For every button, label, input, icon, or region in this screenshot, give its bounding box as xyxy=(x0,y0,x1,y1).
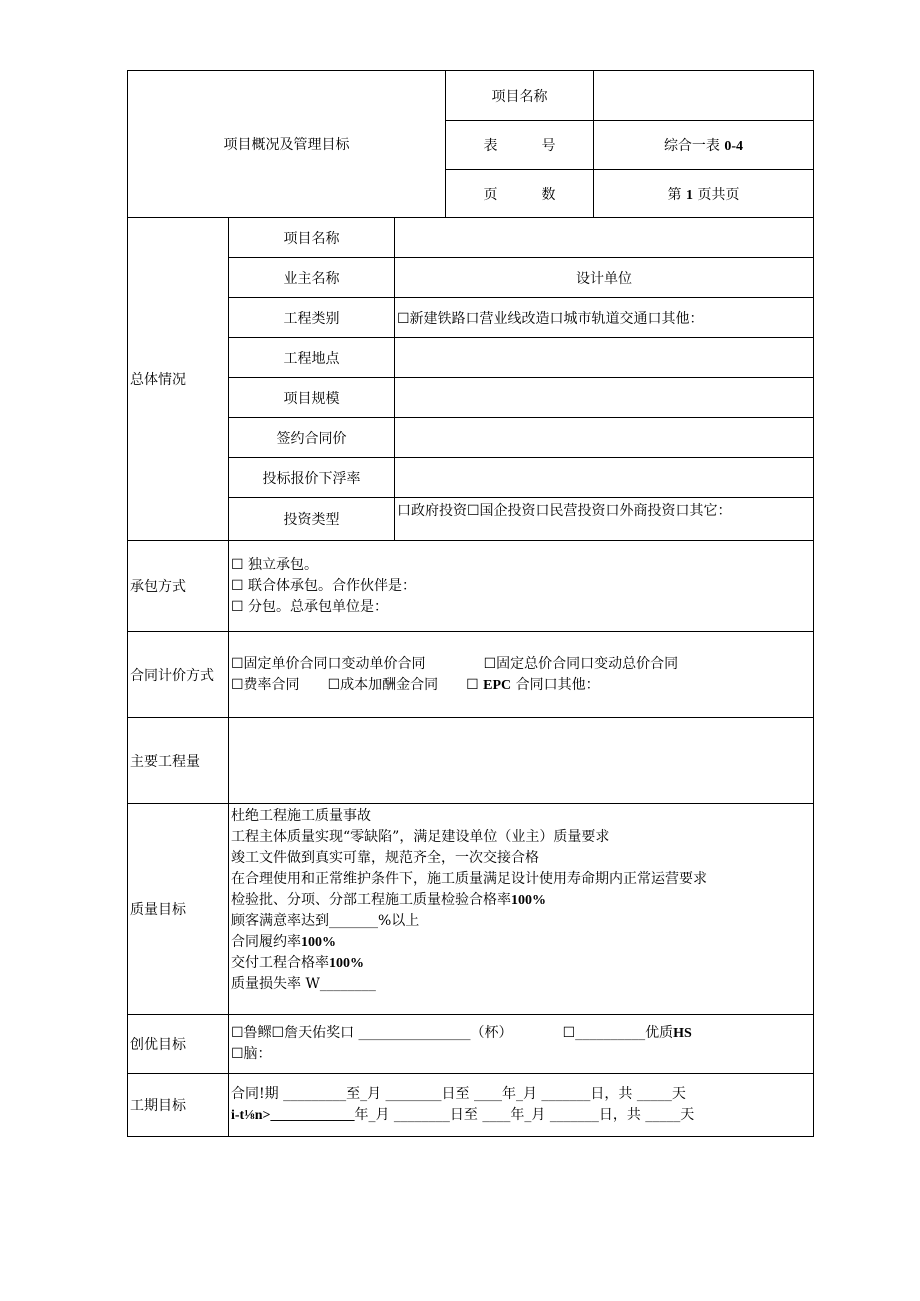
quality-line-8-rate: 100% xyxy=(329,956,364,971)
overview-label-location: 工程地点 xyxy=(229,338,395,378)
overview-value-owner[interactable]: 设计单位 xyxy=(395,258,814,298)
form-no-label xyxy=(446,121,594,170)
contracting-option-independent[interactable]: ☐ 独立承包。 xyxy=(231,556,319,573)
form-no-prefix: 综合一表 xyxy=(663,138,720,154)
overview-label-project-name: 项目名称 xyxy=(229,218,395,258)
excellence-section-label: 创优目标 xyxy=(128,1015,229,1074)
form-no-number: 0-4 xyxy=(724,139,744,154)
quality-line-5-text: 检验批、分项、分部工程施工质量检验合格率 xyxy=(231,892,511,908)
quality-line-2: 工程主体质量实现“零缺陷”，满足建设单位（业主）质量要求 xyxy=(231,829,610,845)
project-name-label: 项目名称 xyxy=(446,71,594,121)
schedule-contract-period[interactable]: 合同!期 _________至_月 ________日至 ____年_月 _______日，共 _____天 xyxy=(231,1086,686,1102)
schedule-planned-period[interactable] xyxy=(231,1105,813,1126)
quality-section-label: 质量目标 xyxy=(128,804,229,1015)
pricing-unit-price-options[interactable]: ☐固定单价合同口变动单价合同 xyxy=(231,655,426,672)
overview-label-scale: 项目规模 xyxy=(229,378,395,418)
excellence-quality-option[interactable]: ☐__________优质 xyxy=(562,1025,674,1041)
quality-line-5-rate: 100% xyxy=(511,893,546,908)
overview-value-category[interactable]: ☐新建铁路口营业线改造口城市轨道交通口其他： xyxy=(395,298,814,338)
overview-value-project-name[interactable] xyxy=(395,218,814,258)
overview-label-contract-price: 签约合同价 xyxy=(229,418,395,458)
pages-suffix: 页共页 xyxy=(697,186,740,203)
pages-label-a: 页 xyxy=(483,186,498,203)
overview-section-label: 总体情况 xyxy=(128,218,229,541)
contracting-section-label: 承包方式 xyxy=(128,541,229,632)
form-no-label-a: 表 xyxy=(483,138,498,154)
overview-value-investment-type[interactable]: 口政府投资☐国企投资口民营投资口外商投资口其它： xyxy=(395,498,814,541)
quality-line-7-rate: 100% xyxy=(301,935,336,950)
quality-line-3: 竣工文件做到真实可靠，规范齐全，一次交接合格 xyxy=(231,850,539,866)
quantities-section-label: 主要工程量 xyxy=(128,718,229,804)
form-title: 项目概况及管理目标 xyxy=(128,71,446,218)
contracting-option-consortium[interactable]: ☐ 联合体承包。合作伙伴是： xyxy=(231,577,417,594)
overview-value-bid-discount[interactable] xyxy=(395,458,814,498)
contracting-option-subcontract[interactable]: ☐ 分包。总承包单位是： xyxy=(231,598,389,615)
schedule-targets xyxy=(229,1074,814,1137)
pricing-rate-option[interactable]: ☐费率合同 xyxy=(231,676,300,693)
quality-line-8-text: 交付工程合格率 xyxy=(231,955,329,971)
schedule-section-label: 工期目标 xyxy=(128,1074,229,1137)
header-table xyxy=(127,70,814,218)
pages-value xyxy=(594,170,814,218)
form-no-value xyxy=(594,121,814,170)
quality-line-8 xyxy=(231,953,813,974)
overview-label-owner: 业主名称 xyxy=(229,258,395,298)
overview-value-scale[interactable] xyxy=(395,378,814,418)
quality-line-1: 杜绝工程施工质量事故 xyxy=(231,808,371,824)
main-table xyxy=(127,217,814,1137)
quality-line-6[interactable]: 顾客满意率达到_______%以上 xyxy=(231,913,420,929)
pricing-section-label: 合同计价方式 xyxy=(128,632,229,718)
pages-label xyxy=(446,170,594,218)
pages-num: 1 xyxy=(686,187,693,203)
pricing-options xyxy=(229,632,814,718)
quality-line-9[interactable]: 质量损失率 W________ xyxy=(231,976,376,992)
quality-line-5 xyxy=(231,890,813,911)
pages-label-b: 数 xyxy=(541,186,556,203)
excellence-targets xyxy=(229,1015,814,1074)
excellence-other-option[interactable]: ☐脑： xyxy=(231,1046,272,1062)
quality-line-4: 在合理使用和正常维护条件下，施工质量满足设计使用寿命期内正常运营要求 xyxy=(231,871,707,887)
overview-label-category: 工程类别 xyxy=(229,298,395,338)
overview-value-contract-price[interactable] xyxy=(395,418,814,458)
project-name-value[interactable] xyxy=(594,71,814,121)
schedule-planned-dates: 年_月 ________日至 ____年_月 _______日，共 _____天 xyxy=(354,1107,695,1123)
pricing-epc-option[interactable] xyxy=(466,677,599,693)
pricing-epc-checkbox: ☐ xyxy=(466,676,479,693)
overview-label-investment-type: 投资类型 xyxy=(229,498,395,541)
form-no-label-b: 号 xyxy=(541,138,556,154)
quality-line-7-text: 合同履约率 xyxy=(231,934,301,950)
pricing-total-price-options[interactable]: ☐固定总价合同口变动总价合同 xyxy=(483,655,679,672)
excellence-awards-option[interactable]: ☐鲁鳏☐詹天佑奖口 ________________（杯） xyxy=(231,1025,513,1041)
pricing-cost-plus-option[interactable]: ☐成本加酬金合同 xyxy=(327,676,439,693)
quality-targets xyxy=(229,804,814,1015)
schedule-planned-label: i-t⅛n>____________ xyxy=(231,1108,355,1123)
excellence-quality-hs: HS xyxy=(673,1026,692,1041)
quality-line-7 xyxy=(231,932,813,953)
quantities-value[interactable] xyxy=(229,718,814,804)
pricing-epc-label: EPC xyxy=(483,677,512,693)
pages-prefix: 第 xyxy=(667,186,682,203)
overview-label-bid-discount: 投标报价下浮率 xyxy=(229,458,395,498)
contracting-options xyxy=(229,541,814,632)
overview-value-location[interactable] xyxy=(395,338,814,378)
pricing-epc-suffix: 合同口其他： xyxy=(515,676,600,693)
